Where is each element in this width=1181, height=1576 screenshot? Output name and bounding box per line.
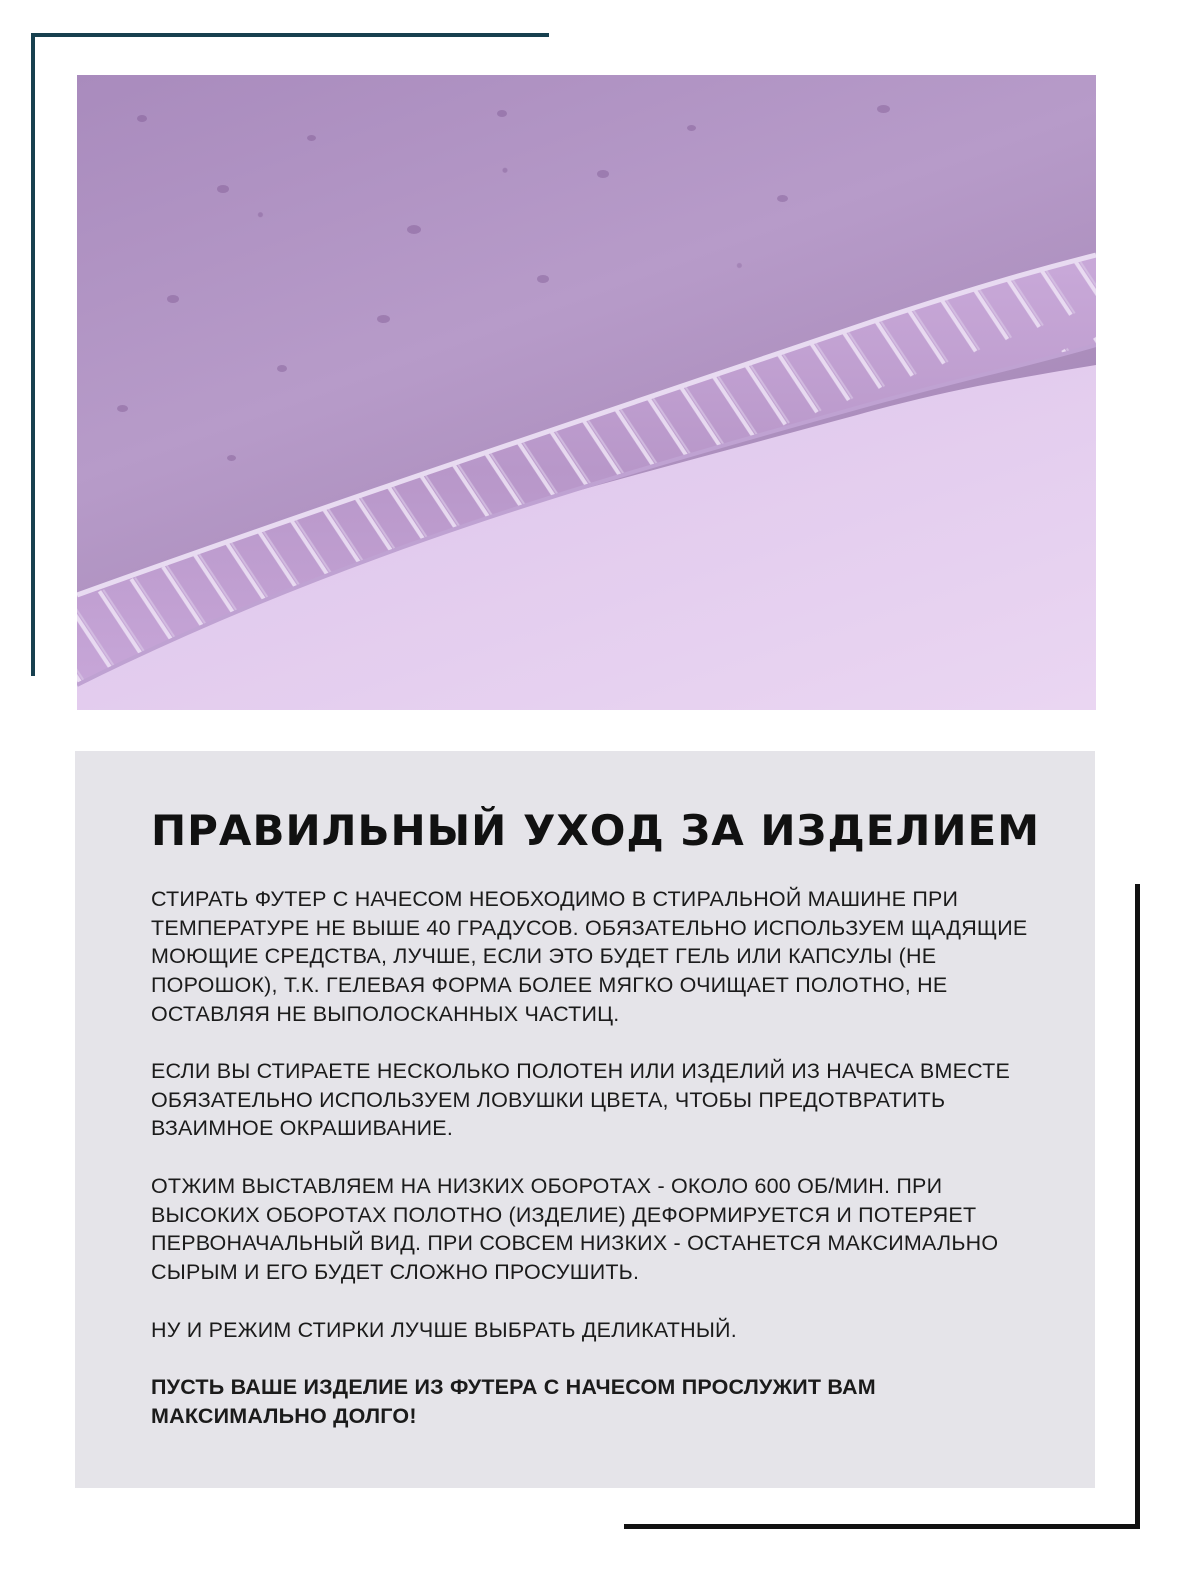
care-paragraph-spin: ОТЖИМ ВЫСТАВЛЯЕМ НА НИЗКИХ ОБОРОТАХ - ОКОЛО 600 ОБ/МИН. ПРИ ВЫСОКИХ ОБОРОТАХ ПОЛОТНО (ИЗДЕЛИЕ) ДЕФОРМИРУЕТСЯ И ПОТЕРЯЕТ ПЕРВОНАЧАЛЬНЫЙ ВИД. ПРИ СОВСЕМ НИЗКИХ - ОСТАНЕТСЯ МАКСИМАЛЬНО СЫРЫМ И ЕГО БУДЕТ СЛОЖНО ПРОСУШИТЬ. — [151, 1174, 999, 1285]
care-paragraph-color-catchers: ЕСЛИ ВЫ СТИРАЕТЕ НЕСКОЛЬКО ПОЛОТЕН ИЛИ ИЗДЕЛИЙ ИЗ НАЧЕСА ВМЕСТЕ ОБЯЗАТЕЛЬНО ИСПОЛЬЗУЕМ ЛОВУШКИ ЦВЕТА, ЧТОБЫ ПРЕДОТВРАТИТЬ ВЗАИМНОЕ ОКРАШИВАНИЕ. — [151, 1059, 1010, 1141]
frame-top-left-horizontal — [31, 33, 549, 37]
fabric-seam-photo — [77, 75, 1096, 710]
care-closing: ПУСТЬ ВАШЕ ИЗДЕЛИЕ ИЗ ФУТЕРА С НАЧЕСОМ ПРОСЛУЖИТ ВАМ МАКСИМАЛЬНО ДОЛГО! — [151, 1375, 876, 1428]
frame-bottom-right-horizontal — [624, 1524, 1140, 1529]
seam-illustration — [77, 75, 1096, 710]
care-instructions-panel — [75, 751, 1095, 1488]
frame-top-left-vertical — [31, 33, 35, 676]
frame-bottom-right-vertical — [1135, 884, 1140, 1529]
care-paragraph-washing: СТИРАТЬ ФУТЕР С НАЧЕСОМ НЕОБХОДИМО В СТИРАЛЬНОЙ МАШИНЕ ПРИ ТЕМПЕРАТУРЕ НЕ ВЫШЕ 40 ГРАДУСОВ. ОБЯЗАТЕЛЬНО ИСПОЛЬЗУЕМ ЩАДЯЩИЕ МОЮЩИЕ СРЕДСТВА, ЛУЧШЕ, ЕСЛИ ЭТО БУДЕТ ГЕЛЬ ИЛИ КАПСУЛЫ (НЕ ПОРОШОК), Т.К. ГЕЛЕВАЯ ФОРМА БОЛЕЕ МЯГКО ОЧИЩАЕТ ПОЛОТНО, НЕ ОСТАВЛЯЯ НЕ ВЫПОЛОСКАННЫХ ЧАСТИЦ. — [151, 887, 1028, 1026]
care-title: ПРАВИЛЬНЫЙ УХОД ЗА ИЗДЕЛИЕМ — [151, 806, 1041, 855]
care-paragraph-mode: НУ И РЕЖИМ СТИРКИ ЛУЧШЕ ВЫБРАТЬ ДЕЛИКАТНЫЙ. — [151, 1318, 737, 1342]
